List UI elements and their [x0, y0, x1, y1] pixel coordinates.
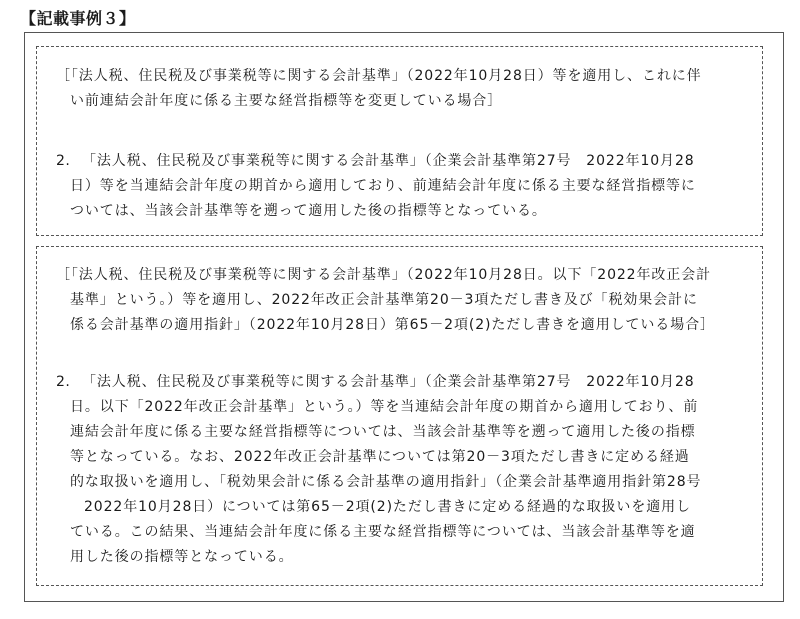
- example1-title-line: ［「法人税、住民税及び事業税等に関する会計基準」（2022年10月28日）等を適用し、これに伴: [56, 68, 702, 84]
- example2-body-line: 用した後の指標等となっている。: [70, 549, 294, 565]
- example1-body-line: 「法人税、住民税及び事業税等に関する会計基準」（企業会計基準第27号 2022年10月28: [82, 153, 695, 169]
- example2-body-line: 日。以下「2022年改正会計基準」という。）等を当連結会計年度の期首から適用しており、前: [70, 399, 699, 415]
- section-heading: 【記載事例３】: [20, 9, 136, 28]
- example1-body-line: 日）等を当連結会計年度の期首から適用しており、前連結会計年度に係る主要な経営指標等に: [70, 178, 696, 194]
- example2-body-line: 的な取扱いを適用し、「税効果会計に係る会計基準の適用指針」（企業会計基準適用指針第28号: [70, 474, 702, 490]
- example2-body-line: 等となっている。なお、2022年改正会計基準については第20－3項ただし書きに定める経過: [70, 449, 690, 465]
- example2-body-line: 連結会計年度に係る主要な経営指標等については、当該会計基準等を遡って適用した後の指標: [70, 424, 696, 440]
- example2-title-line: 基準」という。）等を適用し、2022年改正会計基準第20－3項ただし書き及び「税効果会計に: [70, 292, 698, 308]
- example2-title-line: ［「法人税、住民税及び事業税等に関する会計基準」（2022年10月28日。以下「2022年改正会計: [56, 267, 711, 283]
- example1-item-number: 2.: [56, 153, 71, 169]
- example1-body-line: ついては、当該会計基準等を遡って適用した後の指標等となっている。: [70, 203, 547, 219]
- example2-body-line: ている。この結果、当連結会計年度に係る主要な経営指標等については、当該会計基準等を適: [70, 524, 696, 540]
- example1-title-line: い前連結会計年度に係る主要な経営指標等を変更している場合］: [70, 93, 503, 109]
- example2-title-line: 係る会計基準の適用指針」（2022年10月28日）第65－2項(2)ただし書きを適用している場合］: [70, 317, 715, 333]
- example2-body-line: 2022年10月28日）については第65－2項(2)ただし書きに定める経過的な取扱いを適用し: [84, 499, 691, 515]
- example2-item-number: 2.: [56, 374, 71, 390]
- example2-body-line: 「法人税、住民税及び事業税等に関する会計基準」（企業会計基準第27号 2022年10月28: [82, 374, 695, 390]
